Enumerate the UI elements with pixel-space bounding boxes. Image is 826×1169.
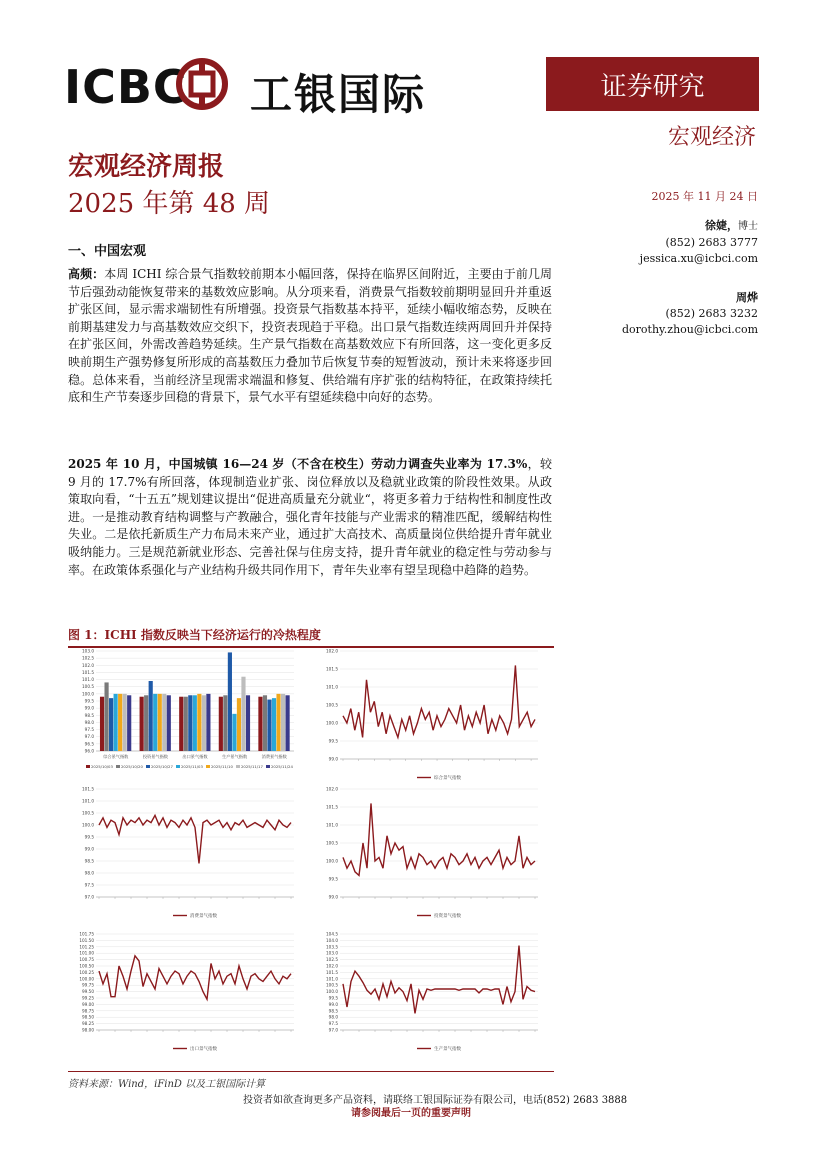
chart-svg (314, 928, 544, 1056)
bar (223, 695, 227, 751)
contact-name: 徐婕， (705, 219, 738, 232)
y-tick-label: 101.0 (82, 798, 94, 804)
x-tick-label: 综合景气指数 (103, 754, 129, 759)
bar (258, 697, 262, 751)
y-tick-label: 100.5 (82, 684, 94, 690)
contact-degree: 博士 (738, 221, 758, 232)
report-title: 宏观经济周报 (68, 152, 225, 182)
bar (263, 695, 267, 751)
legend-label: 2025/10/03 (91, 764, 113, 769)
y-tick-label: 99.0 (328, 894, 338, 900)
y-tick-label: 100.0 (326, 858, 338, 864)
y-tick-label: 104.5 (326, 931, 338, 937)
bar (184, 697, 188, 751)
y-tick-label: 101.75 (79, 931, 94, 937)
contact-name: 周烨 (736, 291, 758, 304)
section-heading: 一、中国宏观 (68, 244, 147, 259)
bar (237, 698, 241, 751)
y-tick-label: 102.0 (326, 648, 338, 654)
y-tick-label: 97.5 (84, 882, 94, 888)
y-tick-label: 99.25 (82, 995, 94, 1001)
contact-card (622, 290, 758, 338)
y-tick-label: 99.0 (84, 846, 94, 852)
legend-label: 2025/11/10 (211, 764, 233, 769)
y-tick-label: 101.5 (326, 804, 338, 810)
footer-contact: 投资者如欲查询更多产品资料，请联络工银国际证券有限公司，电话(852) 2683 3888 (243, 1095, 628, 1106)
bar (197, 694, 201, 751)
bar (127, 695, 131, 751)
legend-label: 2025/11/17 (241, 764, 263, 769)
contact-email[interactable]: dorothy.zhou@icbci.com (622, 323, 758, 336)
bar (179, 697, 183, 751)
bar (228, 652, 232, 751)
icbc-logo-cn: 工银国际 (250, 70, 427, 119)
legend-label: 综合景气指数 (434, 776, 461, 781)
y-tick-label: 99.0 (328, 756, 338, 762)
y-tick-label: 98.0 (84, 870, 94, 876)
legend-swatch (86, 765, 90, 768)
y-tick-label: 102.0 (326, 963, 338, 969)
paragraph-text: ，较 9 月的 17.7%有所回落，体现制造业扩张、岗位释放以及稳就业政策的阶段性效果。从政策取向看，“十五五”规划建议提出“促进高质量充分就业“，将更多着力于结构性和制度性改进。一是推动教育结构调整与产教融合，强化青年技能与产业需求的精准匹配，缓解结构性失业。二是依托新质生产力布局未来产业，通过扩大高技术、高质量岗位供给提升青年就业吸纳能力。三是规范新就业形态、完善社保与住房支持，提升青年就业的稳定性与劳动参与率。在政策体系强化与产业结构升级共同作用下，青年失业率有望呈现稳中趋降的趋势。 (68, 457, 552, 577)
bar (281, 694, 285, 751)
paragraph-text: 本周 ICHI 综合景气指数较前期本小幅回落，保持在临界区间附近，主要由于前几周节后强劲动能恢复带来的基数效应影响。从分项来看，消费景气指数较前期明显回升并重返扩张区间，显示需求端韧性有所增强。投资景气指数基本持平，延续小幅收缩态势，反映在前期基建发力与高基数效应交织下，投资表现趋于平稳。出口景气指数连续两周回升并保持在扩张区间，外需改善趋势延续。生产景气指数在高基数效应下有所回落，这一变化更多反映前期生产强势修复所形成的高基数压力叠加节后恢复节奏的短暂波动，预计未来将逐步回稳。总体来看，当前经济呈现需求端温和修复、供给端有序扩张的结构特征，在政策持续托底和生产节奏逐步回稳的背景下，景气水平有望延续稳中向好的态势。 (68, 267, 552, 405)
contact-card (640, 218, 758, 267)
paragraph-unemployment (68, 456, 552, 579)
bar (286, 695, 290, 751)
bar (162, 694, 166, 751)
y-tick-label: 100.5 (326, 702, 338, 708)
chart-line-composite (314, 645, 544, 785)
legend-swatch (206, 765, 210, 768)
bar (140, 697, 144, 751)
paragraph-lead: 2025 年 10 月，中国城镇 16—24 岁（不含在校生）劳动力调查失业率为 17.3% (68, 457, 528, 471)
figure-source: 资料来源：Wind，iFinD 以及工银国际计算 (68, 1071, 554, 1090)
chart-svg (314, 783, 544, 923)
contact-email[interactable]: jessica.xu@icbci.com (639, 252, 758, 265)
chart-svg (70, 928, 300, 1056)
chart-line-investment (314, 783, 544, 923)
y-tick-label: 98.0 (328, 1014, 338, 1020)
y-tick-label: 97.0 (84, 734, 94, 740)
y-tick-label: 101.0 (326, 976, 338, 982)
bar (114, 694, 118, 751)
y-tick-label: 98.0 (84, 719, 94, 725)
y-tick-label: 99.0 (328, 1001, 338, 1007)
legend-label: 2025/10/20 (121, 764, 143, 769)
figure-title: 图 1：ICHI 指数反映当下经济运行的冷热程度 (68, 626, 554, 648)
y-tick-label: 101.0 (82, 677, 94, 683)
icbc-logo-text: ICBC (64, 60, 188, 114)
legend-swatch (266, 765, 270, 768)
y-tick-label: 100.5 (82, 810, 94, 816)
bar (206, 694, 210, 751)
bar (109, 698, 113, 751)
series-line (343, 803, 535, 875)
bar (246, 695, 250, 751)
y-tick-label: 98.75 (82, 1008, 94, 1014)
y-tick-label: 103.0 (82, 648, 94, 654)
bar (188, 695, 192, 751)
y-tick-label: 96.0 (84, 748, 94, 754)
y-tick-label: 101.5 (326, 969, 338, 975)
y-tick-label: 96.5 (84, 741, 94, 747)
y-tick-label: 97.0 (328, 1027, 338, 1033)
bar (167, 695, 171, 751)
y-tick-label: 97.5 (84, 727, 94, 733)
y-tick-label: 100.0 (326, 720, 338, 726)
bar (232, 714, 236, 751)
y-tick-label: 100.5 (326, 840, 338, 846)
y-tick-label: 99.50 (82, 989, 94, 995)
chart-svg (70, 783, 300, 923)
y-tick-label: 98.5 (84, 712, 94, 718)
y-tick-label: 100.0 (326, 989, 338, 995)
y-tick-label: 100.0 (82, 691, 94, 697)
contact-phone: (852) 2683 3777 (665, 236, 758, 249)
chart-svg (314, 645, 544, 785)
chart-line-production (314, 928, 544, 1056)
legend-label: 2025/11/03 (181, 764, 203, 769)
y-tick-label: 97.5 (328, 1021, 338, 1027)
y-tick-label: 100.00 (79, 976, 94, 982)
y-tick-label: 99.5 (328, 738, 338, 744)
y-tick-label: 104.0 (326, 937, 338, 943)
y-tick-label: 101.5 (326, 666, 338, 672)
x-tick-label: 出口景气指数 (182, 754, 208, 759)
series-line (99, 815, 291, 863)
bar (123, 694, 127, 751)
y-tick-label: 100.5 (326, 982, 338, 988)
x-tick-label: 消费景气指数 (261, 754, 287, 759)
y-tick-label: 101.00 (79, 950, 94, 956)
bar (118, 694, 122, 751)
y-tick-label: 100.0 (82, 822, 94, 828)
y-tick-label: 101.25 (79, 944, 94, 950)
y-tick-label: 99.5 (84, 698, 94, 704)
x-tick-label: 投资景气指数 (142, 754, 168, 759)
bar (193, 695, 197, 751)
bar (158, 694, 162, 751)
bar (153, 694, 157, 751)
legend-swatch (176, 765, 180, 768)
y-tick-label: 99.5 (84, 834, 94, 840)
y-tick-label: 99.00 (82, 1001, 94, 1007)
y-tick-label: 100.50 (79, 963, 94, 969)
y-tick-label: 98.25 (82, 1021, 94, 1027)
y-tick-label: 98.00 (82, 1027, 94, 1033)
research-banner: 证券研究 (546, 57, 759, 111)
chart-svg (70, 645, 300, 777)
footer-disclaimer[interactable]: 请参阅最后一页的重要声明 (351, 1108, 471, 1119)
series-line (99, 956, 291, 1000)
y-tick-label: 101.5 (82, 669, 94, 675)
legend-label: 2025/10/27 (151, 764, 173, 769)
bar (241, 677, 245, 751)
chart-line-consumption (70, 783, 300, 923)
series-line (343, 665, 535, 737)
section-label: 宏观经济 (667, 125, 756, 150)
y-tick-label: 101.50 (79, 937, 94, 943)
paragraph-high-frequency (68, 266, 552, 407)
bar (272, 698, 276, 751)
bar (144, 695, 148, 751)
legend-label: 2025/11/24 (271, 764, 293, 769)
bar (104, 682, 108, 751)
bar (202, 695, 206, 751)
y-tick-label: 101.0 (326, 684, 338, 690)
y-tick-label: 101.0 (326, 822, 338, 828)
legend-swatch (236, 765, 240, 768)
y-tick-label: 99.5 (328, 876, 338, 882)
y-tick-label: 99.5 (328, 995, 338, 1001)
bar (219, 697, 223, 751)
chart-bar-indices (70, 645, 300, 777)
bar (149, 681, 153, 751)
legend-label: 消费景气指数 (190, 914, 217, 919)
legend-label: 投资景气指数 (434, 914, 461, 919)
legend-swatch (146, 765, 150, 768)
bar (276, 694, 280, 751)
y-tick-label: 103.5 (326, 944, 338, 950)
report-date: 2025 年 11 月 24 日 (651, 190, 758, 203)
bar (267, 700, 271, 751)
y-tick-label: 100.25 (79, 969, 94, 975)
y-tick-label: 101.5 (82, 786, 94, 792)
paragraph-lead: 高频： (68, 267, 105, 281)
y-tick-label: 100.75 (79, 957, 94, 963)
y-tick-label: 99.0 (84, 705, 94, 711)
y-tick-label: 98.5 (328, 1008, 338, 1014)
y-tick-label: 103.0 (326, 950, 338, 956)
y-tick-label: 102.5 (82, 655, 94, 661)
y-tick-label: 102.5 (326, 957, 338, 963)
y-tick-label: 102.0 (326, 786, 338, 792)
y-tick-label: 99.75 (82, 982, 94, 988)
chart-line-export (70, 928, 300, 1056)
bar (100, 697, 104, 751)
icbc-seal-icon (174, 58, 230, 114)
y-tick-label: 98.5 (84, 858, 94, 864)
legend-label: 出口景气指数 (190, 1047, 217, 1052)
legend-label: 生产景气指数 (434, 1047, 461, 1052)
report-subtitle: 2025 年第 48 周 (68, 189, 271, 219)
series-line (343, 946, 535, 1014)
y-tick-label: 98.50 (82, 1014, 94, 1020)
x-tick-label: 生产景气指数 (222, 754, 248, 759)
y-tick-label: 97.0 (84, 894, 94, 900)
y-tick-label: 102.0 (82, 662, 94, 668)
contact-phone: (852) 2683 3232 (665, 307, 758, 320)
legend-swatch (116, 765, 120, 768)
